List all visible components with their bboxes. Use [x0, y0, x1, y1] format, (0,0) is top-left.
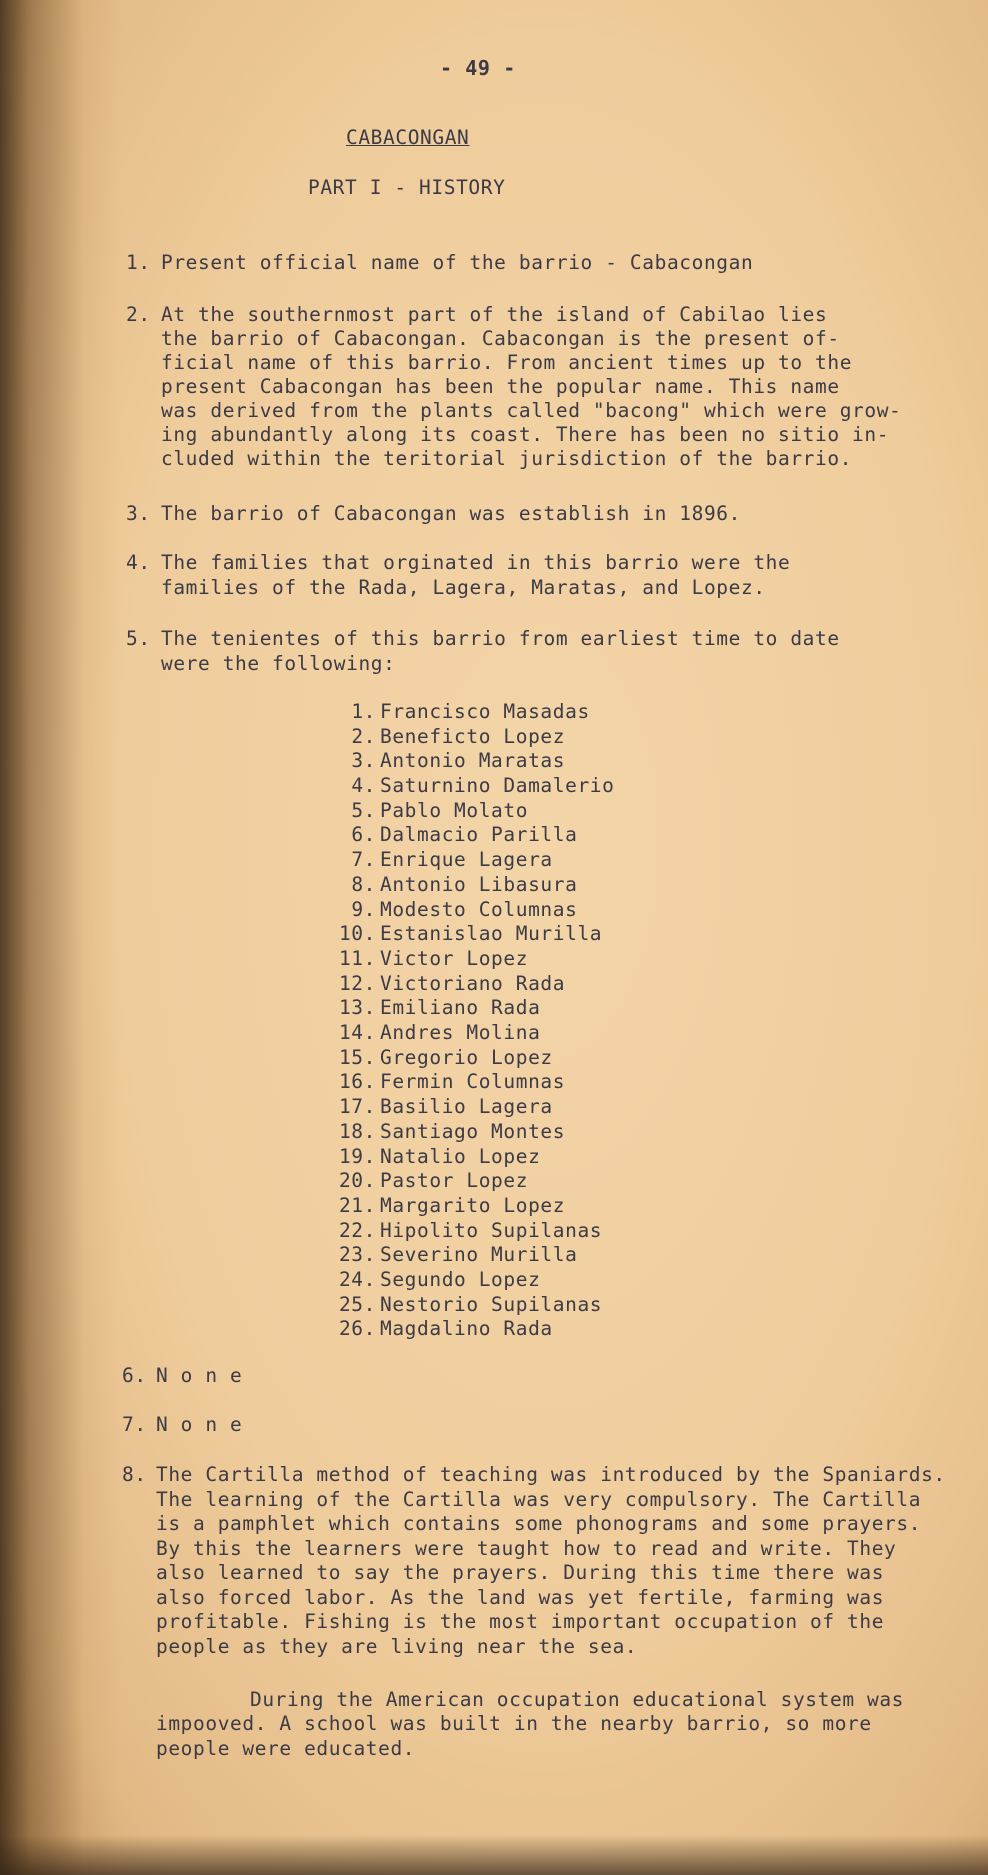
list-number: 8. [351, 873, 376, 896]
list-number: 21. [338, 1194, 376, 1217]
list-item: Santiago Montes [380, 1120, 566, 1143]
list-number: 5. [351, 799, 376, 822]
list-item: Andres Molina [380, 1021, 541, 1044]
item-line: also forced labor. As the land was yet fertile, farming was [156, 1586, 885, 1609]
bottom-shadow [0, 1835, 988, 1875]
document-title: CABACONGAN [346, 126, 470, 149]
list-item: Estanislao Murilla [380, 922, 603, 945]
item-line: The families that orginated in this barrio were the [161, 551, 791, 574]
item-line: also learned to say the prayers. During this time there was [156, 1561, 885, 1584]
item-line: people as they are living near the sea. [156, 1635, 638, 1658]
list-item: Antonio Maratas [380, 749, 566, 772]
list-item: Gregorio Lopez [380, 1046, 553, 1069]
item-line: present Cabacongan has been the popular name. This name [161, 375, 840, 398]
page-number: - 49 - [440, 56, 516, 80]
item-line: ing abundantly along its coast. There has been no sitio in- [161, 423, 890, 446]
item-line: The learning of the Cartilla was very compulsory. The Cartilla [156, 1488, 922, 1511]
item-line: is a pamphlet which contains some phonograms and some prayers. [156, 1512, 922, 1535]
list-number: 7. [351, 848, 376, 871]
item-line: profitable. Fishing is the most important occupation of the [156, 1610, 885, 1633]
list-item: Magdalino Rada [380, 1317, 553, 1340]
paragraph-line: During the American occupation educational system was [250, 1688, 905, 1711]
list-item: Victor Lopez [380, 947, 529, 970]
list-item: Francisco Masadas [380, 700, 590, 723]
list-item: Enrique Lagera [380, 848, 553, 871]
list-item: Beneficto Lopez [380, 725, 566, 748]
list-number: 23. [338, 1243, 376, 1266]
item-line: N o n e [156, 1413, 243, 1436]
list-item: Segundo Lopez [380, 1268, 541, 1291]
item-line: cluded within the teritorial jurisdiction of the barrio. [161, 447, 853, 470]
list-item: Margarito Lopez [380, 1194, 566, 1217]
list-item: Natalio Lopez [380, 1145, 541, 1168]
item-number: 2. [126, 303, 151, 326]
list-number: 9. [351, 898, 376, 921]
item-line: the barrio of Cabacongan. Cabacongan is the present of- [161, 327, 840, 350]
list-item: Pablo Molato [380, 799, 529, 822]
list-number: 3. [351, 749, 376, 772]
item-line: ficial name of this barrio. From ancient times up to the [161, 351, 853, 374]
list-number: 11. [338, 947, 376, 970]
list-item: Fermin Columnas [380, 1070, 566, 1093]
list-item: Antonio Libasura [380, 873, 578, 896]
item-number: 8. [122, 1463, 147, 1486]
item-line: N o n e [156, 1364, 243, 1387]
list-number: 15. [338, 1046, 376, 1069]
list-number: 1. [351, 700, 376, 723]
list-number: 10. [338, 922, 376, 945]
list-number: 16. [338, 1070, 376, 1093]
list-item: Basilio Lagera [380, 1095, 553, 1118]
document-subtitle: PART I - HISTORY [308, 176, 506, 199]
list-item: Severino Murilla [380, 1243, 578, 1266]
item-line: At the southernmost part of the island of Cabilao lies [161, 303, 828, 326]
item-line: The barrio of Cabacongan was establish in 1896. [161, 502, 741, 525]
list-number: 25. [338, 1293, 376, 1316]
list-number: 14. [338, 1021, 376, 1044]
list-item: Modesto Columnas [380, 898, 578, 921]
list-number: 26. [338, 1317, 376, 1340]
item-number: 6. [122, 1364, 147, 1387]
paragraph-line: impooved. A school was built in the nearby barrio, so more [156, 1712, 872, 1735]
binding-shadow [0, 0, 120, 1875]
item-line: Present official name of the barrio - Cabacongan [161, 251, 754, 274]
list-item: Hipolito Supilanas [380, 1219, 603, 1242]
item-line: was derived from the plants called "bacong" which were grow- [161, 399, 902, 422]
list-number: 13. [338, 996, 376, 1019]
list-item: Emiliano Rada [380, 996, 541, 1019]
list-item: Nestorio Supilanas [380, 1293, 603, 1316]
list-number: 20. [338, 1169, 376, 1192]
item-line: were the following: [161, 652, 396, 675]
paragraph-line: people were educated. [156, 1737, 416, 1760]
item-line: The Cartilla method of teaching was introduced by the Spaniards. [156, 1463, 946, 1486]
item-line: By this the learners were taught how to read and write. They [156, 1537, 897, 1560]
item-line: The tenientes of this barrio from earliest time to date [161, 627, 840, 650]
item-number: 3. [126, 502, 151, 525]
list-item: Saturnino Damalerio [380, 774, 615, 797]
item-line: families of the Rada, Lagera, Maratas, and Lopez. [161, 576, 766, 599]
item-number: 4. [126, 551, 151, 574]
item-number: 7. [122, 1413, 147, 1436]
list-item: Dalmacio Parilla [380, 823, 578, 846]
list-item: Pastor Lopez [380, 1169, 529, 1192]
list-number: 6. [351, 823, 376, 846]
item-number: 5. [126, 627, 151, 650]
list-number: 24. [338, 1268, 376, 1291]
list-number: 4. [351, 774, 376, 797]
list-number: 12. [338, 972, 376, 995]
list-number: 17. [338, 1095, 376, 1118]
item-number: 1. [126, 251, 151, 274]
list-number: 2. [351, 725, 376, 748]
list-item: Victoriano Rada [380, 972, 566, 995]
list-number: 18. [338, 1120, 376, 1143]
list-number: 19. [338, 1145, 376, 1168]
list-number: 22. [338, 1219, 376, 1242]
